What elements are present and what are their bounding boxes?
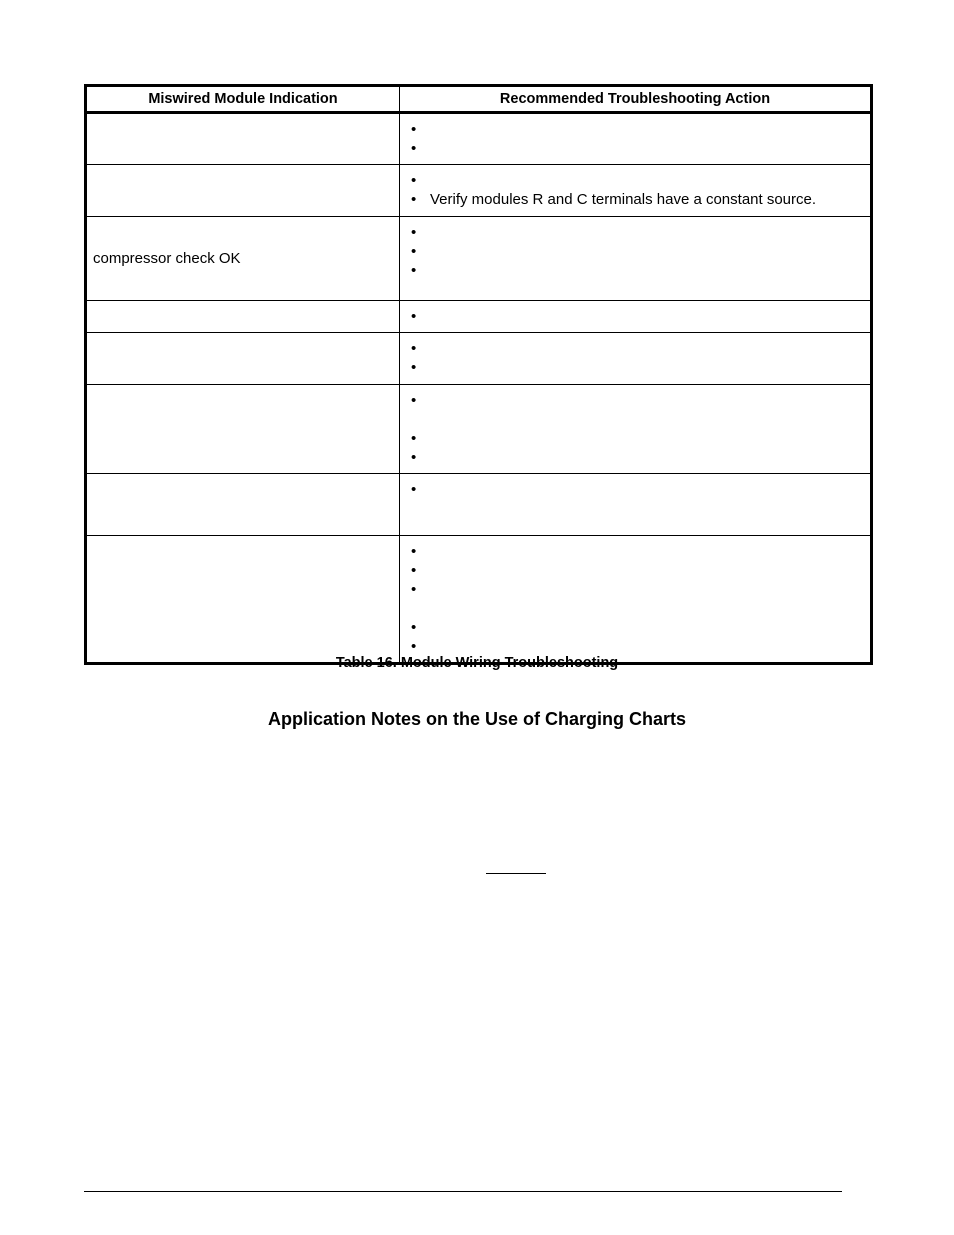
action-item <box>400 223 870 242</box>
header-miswired-module-indication: Miswired Module Indication <box>86 86 400 113</box>
actions-cell <box>400 301 872 333</box>
indication-cell <box>86 385 400 474</box>
bullet-icon: • <box>411 359 417 376</box>
header-recommended-action: Recommended Troubleshooting Action <box>400 86 872 113</box>
bullet-icon: • <box>411 562 417 579</box>
action-item <box>400 391 870 410</box>
table-row <box>86 165 872 217</box>
bullet-icon: • <box>411 543 417 560</box>
action-item <box>400 580 870 599</box>
table-row <box>86 536 872 664</box>
bullet-icon: • <box>411 172 417 189</box>
table-row <box>86 301 872 333</box>
indication-cell <box>86 301 400 333</box>
bullet-icon: • <box>411 340 417 357</box>
action-item <box>400 429 870 448</box>
action-item <box>400 171 870 190</box>
bullet-icon: • <box>411 638 417 655</box>
troubleshooting-table-container <box>84 84 870 665</box>
action-item <box>400 190 870 209</box>
footer-divider-line <box>84 1191 842 1192</box>
bullet-icon: • <box>411 140 417 157</box>
indication-cell <box>86 165 400 217</box>
table-row <box>86 113 872 165</box>
action-item <box>400 561 870 580</box>
action-item <box>400 358 870 377</box>
table-header-row <box>86 86 872 113</box>
action-item <box>400 120 870 139</box>
action-item <box>400 139 870 158</box>
action-item <box>400 542 870 561</box>
table-row <box>86 217 872 301</box>
action-item <box>400 618 870 637</box>
table-row <box>86 385 872 474</box>
action-item <box>400 307 870 326</box>
short-divider-line <box>486 873 546 874</box>
indication-cell <box>86 536 400 664</box>
actions-cell <box>400 165 872 217</box>
bullet-icon: • <box>411 581 417 598</box>
action-item <box>400 637 870 656</box>
bullet-icon: • <box>411 481 417 498</box>
bullet-icon: • <box>411 224 417 241</box>
action-item <box>400 242 870 261</box>
action-item <box>400 480 870 499</box>
actions-cell <box>400 474 872 536</box>
bullet-icon: • <box>411 430 417 447</box>
table-caption: Table 16. Module Wiring Troubleshooting <box>335 655 619 671</box>
bullet-icon: • <box>411 619 417 636</box>
actions-cell <box>400 385 872 474</box>
bullet-icon: • <box>411 308 417 325</box>
table-row <box>86 474 872 536</box>
section-heading: Application Notes on the Use of Charging Charts <box>267 709 687 729</box>
indication-cell <box>86 333 400 385</box>
table-row <box>86 333 872 385</box>
indication-cell <box>86 474 400 536</box>
module-wiring-troubleshooting-table <box>84 84 873 665</box>
actions-cell <box>400 113 872 165</box>
bullet-icon: • <box>411 121 417 138</box>
indication-cell <box>86 113 400 165</box>
bullet-icon: • <box>411 392 417 409</box>
bullet-icon: • <box>411 191 417 208</box>
bullet-icon: • <box>411 449 417 466</box>
actions-cell <box>400 217 872 301</box>
action-text: Verify modules R and C terminals have a constant source. <box>430 191 817 208</box>
indication-cell: compressor check OK <box>86 217 400 301</box>
actions-cell <box>400 536 872 664</box>
bullet-icon: • <box>411 262 417 279</box>
action-item <box>400 261 870 280</box>
action-item <box>400 448 870 467</box>
action-item <box>400 339 870 358</box>
bullet-icon: • <box>411 243 417 260</box>
actions-cell <box>400 333 872 385</box>
